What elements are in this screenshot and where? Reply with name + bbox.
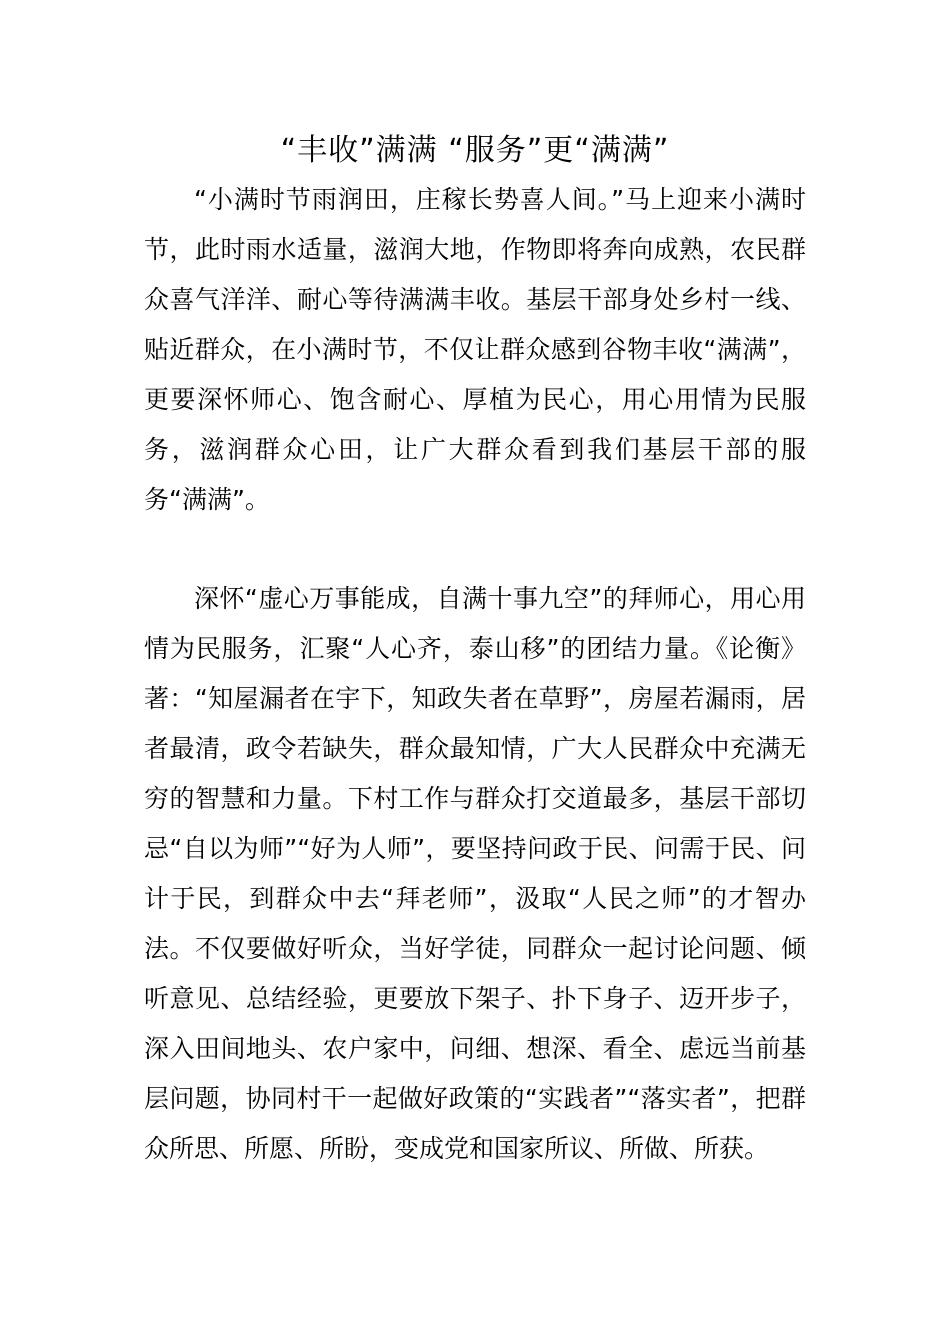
paragraph-intro: “小满时节雨润田，庄稼长势喜人间。”马上迎来小满时节，此时雨水适量，滋润大地，作物即将奔向成熟，农民群众喜气洋洋、耐心等待满满丰收。基层干部身处乡村一线、贴近群众，在小满时节，不仅让群众感到谷物丰收“满满”，更要深怀师心、饱含耐心、厚植为民心，用心用情为民服务，滋润群众心田，让广大群众看到我们基层干部的服务“满满”。 [144,185,806,514]
document-title: “丰收”满满 “服务”更“满满” [280,133,670,168]
paragraph-teacher-mindset: 深怀“虚心万事能成，自满十事九空”的拜师心，用心用情为民服务，汇聚“人心齐，泰山移”的团结力量。《论衡》著：“知屋漏者在宇下，知政失者在草野”，房屋若漏雨，居者最清，政令若缺失，群众最知情，广大人民群众中充满无穷的智慧和力量。下村工作与群众打交道最多，基层干部切忌“自以为师”“好为人师”，要坚持问政于民、问需于民、问计于民，到群众中去“拜老师”，汲取“人民之师”的才智办法。不仅要做好听众，当好学徒，同群众一起讨论问题、倾听意见、总结经验，更要放下架子、扑下身子、迈开步子，深入田间地头、农户家中，问细、想深、看全、虑远当前基层问题，协同村干一起做好政策的“实践者”“落实者”，把群众所思、所愿、所盼，变成党和国家所议、所做、所获。 [144,584,806,1163]
